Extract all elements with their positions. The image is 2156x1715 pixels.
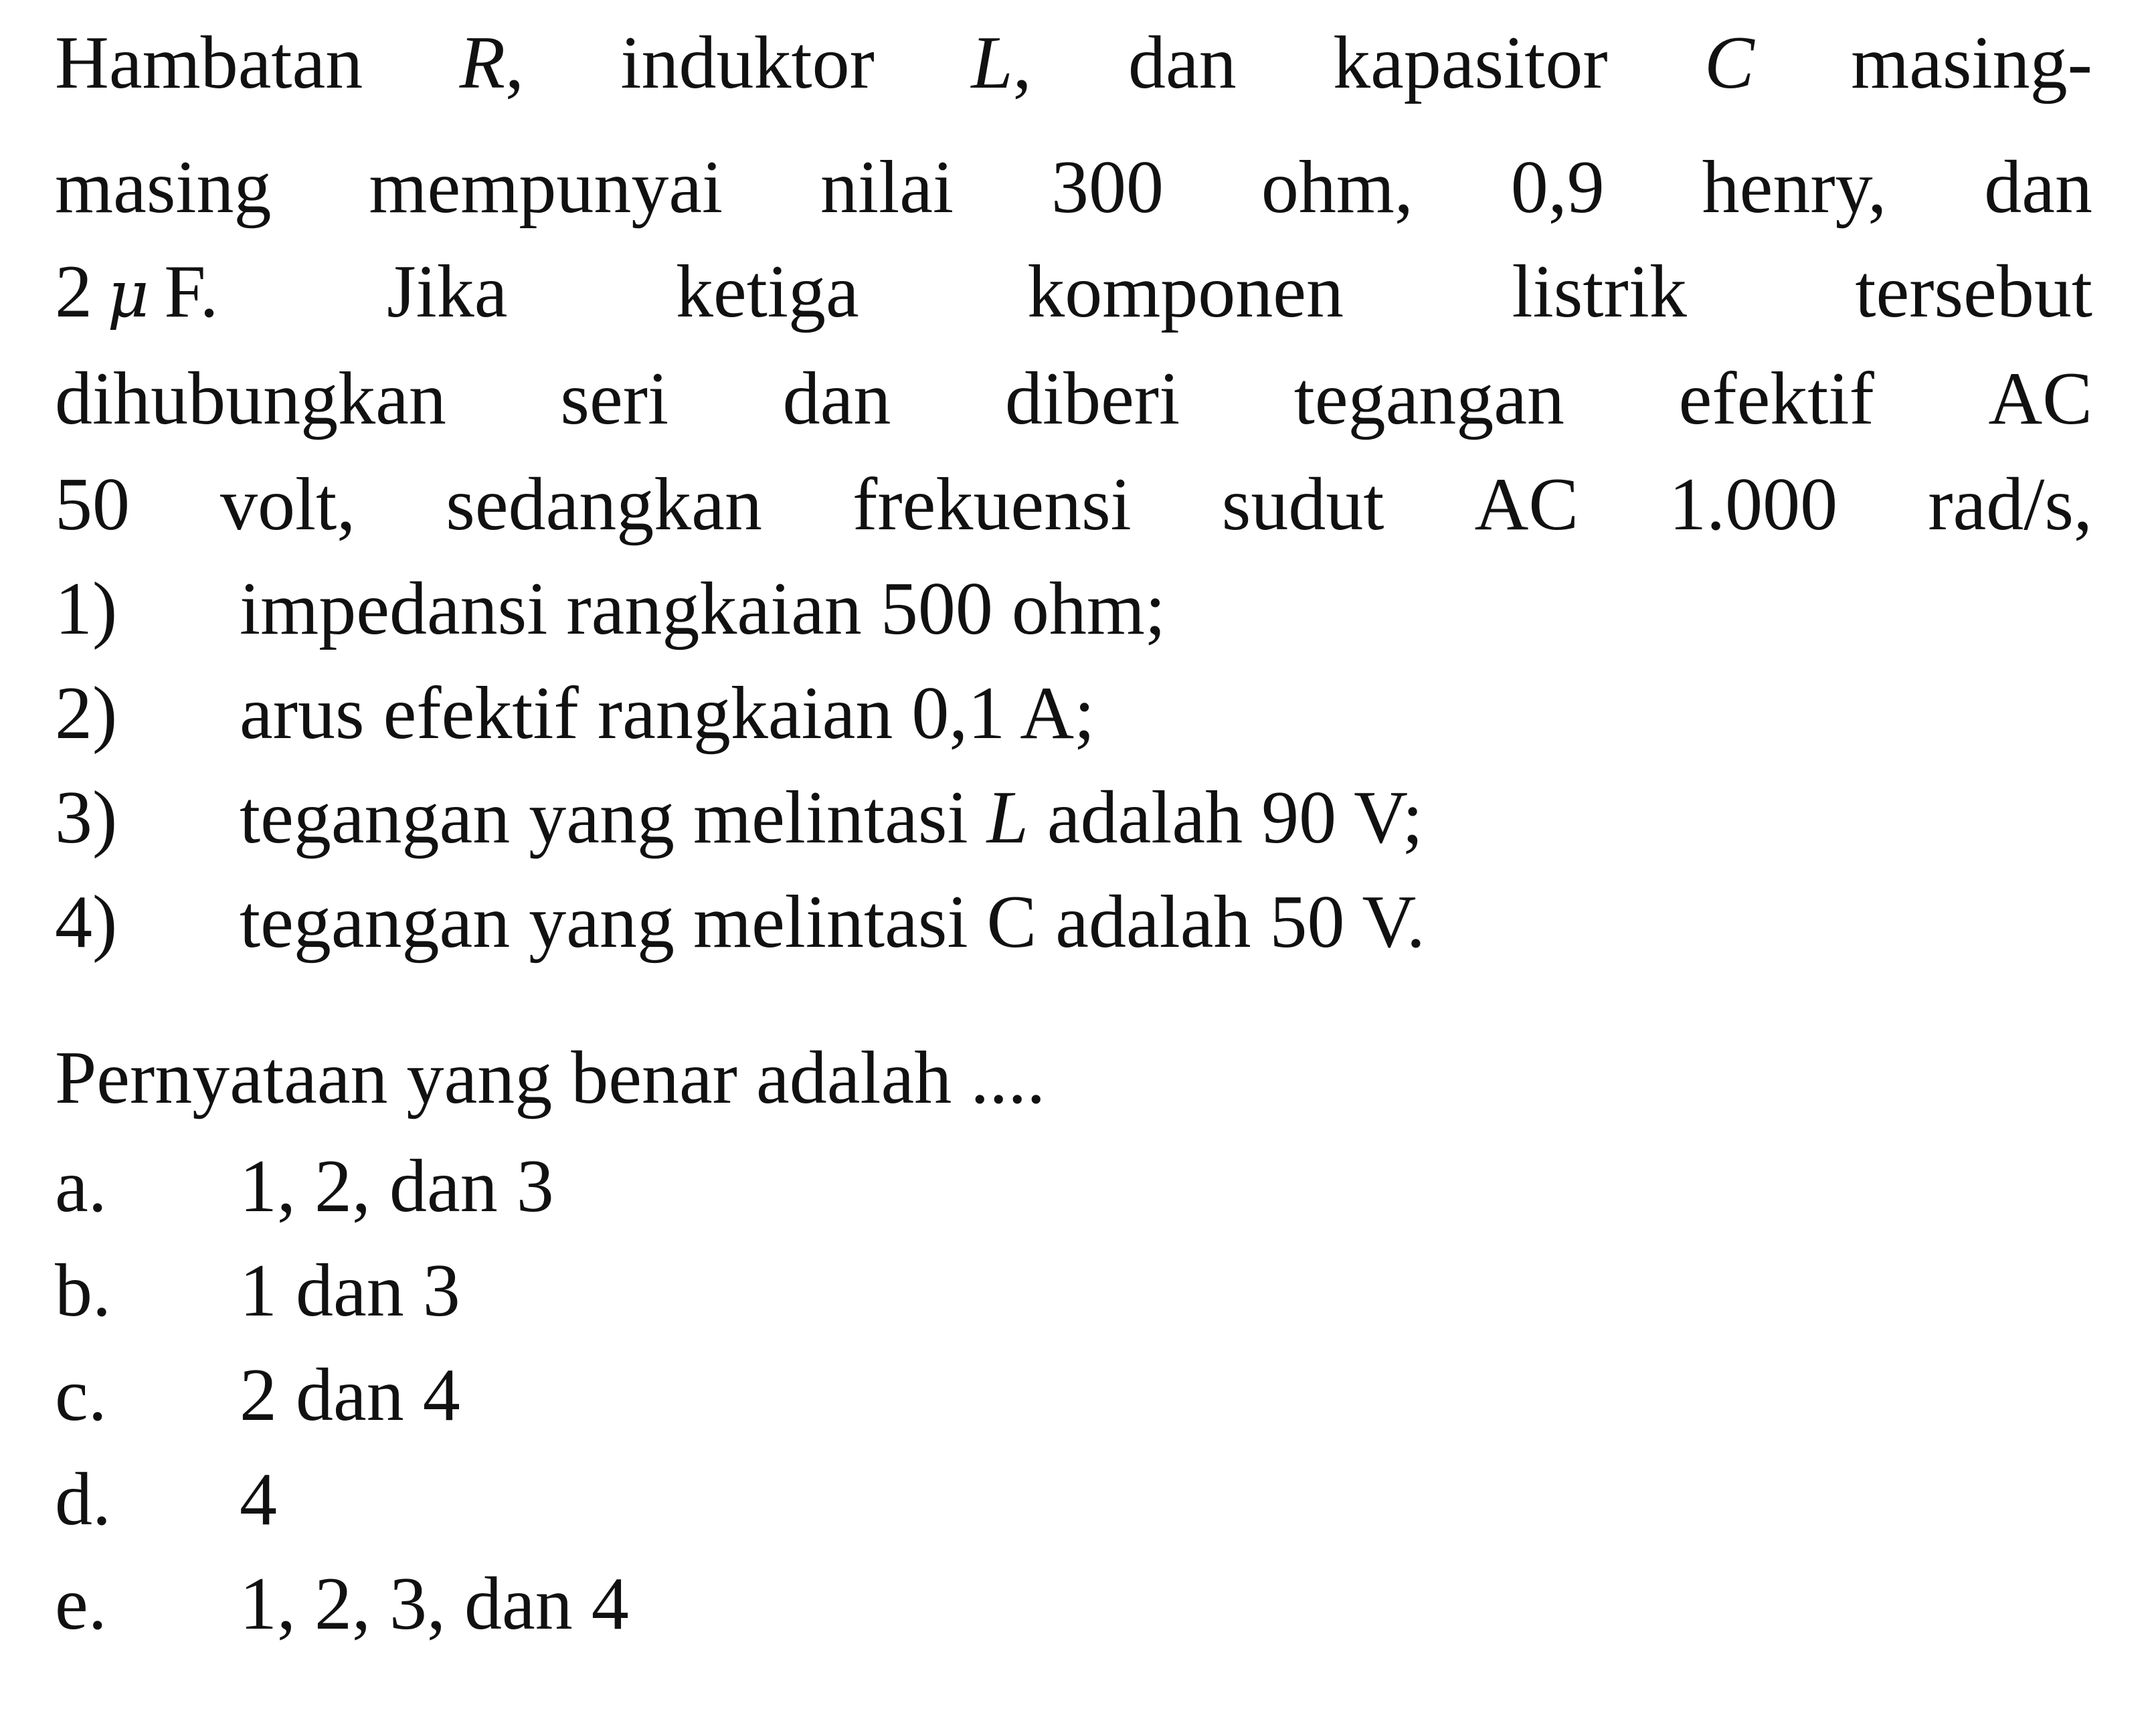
var-r [459, 21, 525, 104]
number: 2 [55, 250, 92, 333]
option-text: 1, 2, 3, dan 4 [240, 1562, 629, 1645]
word: masing- [1851, 21, 2092, 104]
word: sudut [1221, 463, 1384, 546]
question-line-5 [55, 463, 2092, 546]
var-l-symbol: L [971, 21, 1013, 104]
statement-text-after: adalah 90 V; [1028, 776, 1423, 859]
word: efektif [1678, 357, 1874, 440]
word: kapasitor [1333, 21, 1608, 104]
option-label: b. [55, 1249, 111, 1332]
word: induktor [620, 21, 875, 104]
word: volt, [220, 463, 356, 546]
unit: F. [164, 250, 219, 333]
statement-number: 3) [55, 776, 118, 859]
word: 1.000 [1669, 463, 1838, 546]
question-line-4 [55, 357, 2092, 440]
var-r-symbol: R [459, 21, 506, 104]
statement-text: tegangan yang melintasi C adalah 50 V. [240, 881, 1425, 964]
statement-text: impedansi rangkaian 500 ohm; [240, 567, 1166, 650]
question-line-3 [55, 250, 2092, 333]
word: tersebut [1855, 250, 2092, 333]
word: dihubungkan [55, 357, 446, 440]
option-text: 1 dan 3 [240, 1249, 460, 1332]
mu-symbol: μ [107, 257, 149, 332]
question-prompt: Pernyataan yang benar adalah .... [55, 1036, 1046, 1119]
statement-text [240, 776, 1423, 859]
comma: , [1012, 21, 1032, 104]
word: 0,9 [1510, 146, 1605, 229]
word: 50 [55, 463, 130, 546]
option-label: d. [55, 1458, 111, 1541]
statement-text: arus efektif rangkaian 0,1 A; [240, 672, 1095, 755]
word: henry, [1702, 146, 1887, 229]
word: diberi [1004, 357, 1180, 440]
question-line-1 [55, 21, 2092, 104]
word: Jika [387, 250, 508, 333]
word: seri [560, 357, 669, 440]
word: komponen [1027, 250, 1344, 333]
word: nilai [820, 146, 954, 229]
option-label: e. [55, 1562, 107, 1645]
option-text: 1, 2, dan 3 [240, 1145, 554, 1228]
word: Hambatan [55, 21, 363, 104]
option-text: 2 dan 4 [240, 1354, 460, 1437]
option-label: a. [55, 1145, 107, 1228]
word: AC [1988, 357, 2092, 440]
word: listrik [1512, 250, 1687, 333]
word: 300 [1051, 146, 1164, 229]
word: dan [1128, 21, 1237, 104]
word: sedangkan [446, 463, 763, 546]
word: dan [1984, 146, 2092, 229]
word: dan [782, 357, 891, 440]
statement-number: 4) [55, 881, 118, 964]
capacitance-value [55, 250, 219, 333]
question-line-2 [55, 146, 2092, 229]
comma: , [505, 21, 525, 104]
statement-number: 1) [55, 567, 118, 650]
word: mempunyai [369, 146, 723, 229]
var-l-symbol: L [986, 776, 1028, 859]
word: frekuensi [852, 463, 1132, 546]
word: ohm, [1261, 146, 1413, 229]
word: masing [55, 146, 272, 229]
var-c: C [1704, 21, 1755, 104]
word: AC [1474, 463, 1579, 546]
word: rad/s, [1928, 463, 2092, 546]
word: tegangan [1293, 357, 1565, 440]
statement-text-before: tegangan yang melintasi [240, 776, 987, 859]
word: ketiga [676, 250, 859, 333]
statement-number: 2) [55, 672, 118, 755]
option-text: 4 [240, 1458, 277, 1541]
option-label: c. [55, 1354, 107, 1437]
var-l [971, 21, 1032, 104]
